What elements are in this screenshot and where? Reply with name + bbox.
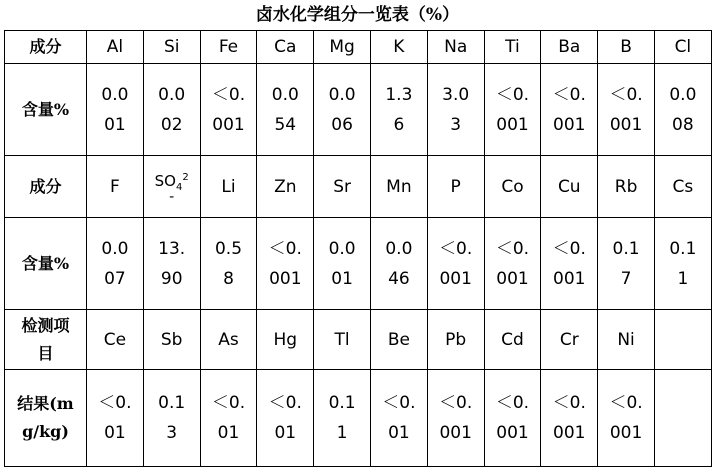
value-cell: 13.90 — [143, 218, 200, 310]
element-cell: Rb — [598, 156, 655, 218]
value-cell: ＜0.001 — [541, 218, 598, 310]
element-cell: Ce — [87, 310, 144, 370]
value-cell: 0.11 — [654, 218, 711, 310]
value-cell: ＜0.01 — [87, 370, 144, 467]
value-cell: 0.13 — [143, 370, 200, 467]
brine-composition-table — [4, 30, 712, 467]
table-title: 卤水化学组分一览表（%） — [255, 5, 460, 25]
element-cell: Tl — [314, 310, 371, 370]
value-cell: 0.046 — [370, 218, 427, 310]
value-cell: ＜0.001 — [541, 370, 598, 467]
value-cell: ＜0.01 — [257, 370, 314, 467]
element-cell: Al — [87, 31, 144, 64]
value-cell: ＜0.001 — [484, 64, 541, 156]
element-cell: Co — [484, 156, 541, 218]
value-cell: ＜0.001 — [427, 370, 484, 467]
value-cell — [654, 370, 711, 467]
value-cell: 3.03 — [427, 64, 484, 156]
element-cell: B — [598, 31, 655, 64]
value-cell: ＜0.001 — [484, 218, 541, 310]
value-cell: 0.006 — [314, 64, 371, 156]
value-cell: ＜0.001 — [484, 370, 541, 467]
value-cell: 1.36 — [370, 64, 427, 156]
element-cell: Sr — [314, 156, 371, 218]
value-cell: 0.58 — [200, 218, 257, 310]
element-cell: Ba — [541, 31, 598, 64]
element-cell: Sb — [143, 310, 200, 370]
element-cell: Hg — [257, 310, 314, 370]
table-row — [5, 156, 712, 218]
table-row — [5, 218, 712, 310]
element-cell — [654, 310, 711, 370]
value-cell: 0.001 — [87, 64, 144, 156]
element-cell-sulfate: $SO_4^2$ - — [143, 156, 200, 218]
element-cell: Cr — [541, 310, 598, 370]
element-cell: Si — [143, 31, 200, 64]
element-cell: Pb — [427, 310, 484, 370]
element-cell: Ni — [598, 310, 655, 370]
value-cell: ＜0.01 — [200, 370, 257, 467]
value-cell: ＜0.001 — [598, 370, 655, 467]
table-row — [5, 64, 712, 156]
value-cell: 0.007 — [87, 218, 144, 310]
element-cell: Mn — [370, 156, 427, 218]
row-label-result: 结果(mg/kg) — [5, 370, 87, 467]
row-label-component: 成分 — [5, 156, 87, 218]
element-cell: As — [200, 310, 257, 370]
value-cell: ＜0.01 — [370, 370, 427, 467]
row-label-content: 含量% — [5, 64, 87, 156]
element-cell: Ti — [484, 31, 541, 64]
element-cell: P — [427, 156, 484, 218]
element-cell: Cd — [484, 310, 541, 370]
table-row — [5, 370, 712, 467]
element-cell: Mg — [314, 31, 371, 64]
value-cell: 0.008 — [654, 64, 711, 156]
element-cell: Na — [427, 31, 484, 64]
value-cell: ＜0.001 — [541, 64, 598, 156]
value-cell: ＜0.001 — [427, 218, 484, 310]
element-cell: Fe — [200, 31, 257, 64]
table-row — [5, 31, 712, 64]
element-cell: K — [370, 31, 427, 64]
element-cell: F — [87, 156, 144, 218]
value-cell: ＜0.001 — [257, 218, 314, 310]
value-cell: 0.002 — [143, 64, 200, 156]
value-cell: ＜0.001 — [200, 64, 257, 156]
element-cell: Cs — [654, 156, 711, 218]
element-cell: Cl — [654, 31, 711, 64]
element-cell: Cu — [541, 156, 598, 218]
table-row — [5, 310, 712, 370]
value-cell: 0.11 — [314, 370, 371, 467]
element-cell: Li — [200, 156, 257, 218]
value-cell: ＜0.001 — [598, 64, 655, 156]
element-cell: Zn — [257, 156, 314, 218]
row-label-test-item: 检测项目 — [5, 310, 87, 370]
value-cell: 0.001 — [314, 218, 371, 310]
row-label-component: 成分 — [5, 31, 87, 64]
row-label-content: 含量% — [5, 218, 87, 310]
value-cell: 0.17 — [598, 218, 655, 310]
value-cell: 0.054 — [257, 64, 314, 156]
element-cell: Be — [370, 310, 427, 370]
element-cell: Ca — [257, 31, 314, 64]
